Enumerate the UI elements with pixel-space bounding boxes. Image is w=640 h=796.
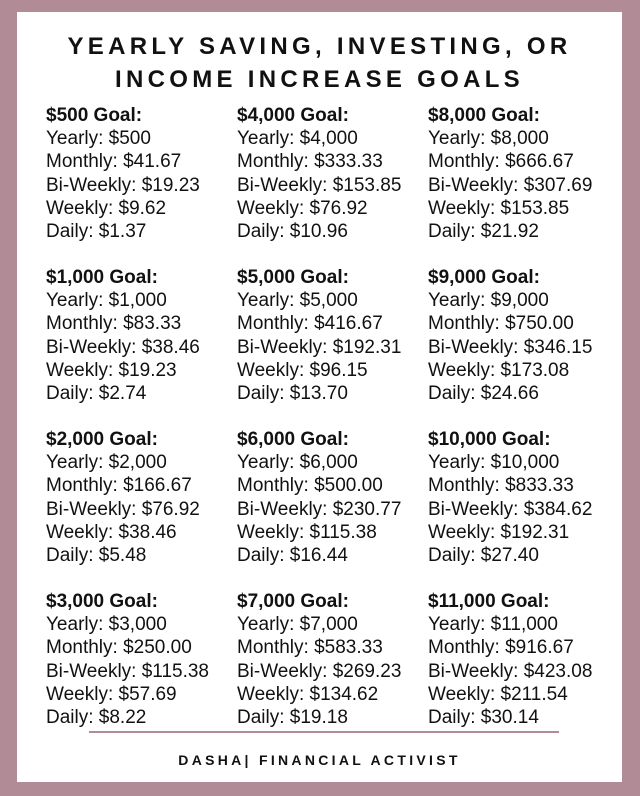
- goal-block: [428, 104, 618, 243]
- goal-monthly: Monthly: $83.33: [46, 313, 182, 335]
- goal-block: [428, 266, 618, 405]
- goal-weekly: Weekly: $153.85: [428, 197, 570, 219]
- goal-heading: $2,000 Goal:: [46, 429, 158, 450]
- goal-monthly: Monthly: $833.33: [428, 475, 574, 497]
- goal-daily: Daily: $10.96: [237, 221, 348, 243]
- goal-block: [46, 428, 236, 567]
- goal-biweekly: Bi-Weekly: $76.92: [46, 498, 200, 520]
- goal-heading: $7,000 Goal:: [237, 591, 349, 612]
- goal-heading: $10,000 Goal:: [428, 429, 551, 450]
- goal-weekly: Weekly: $96.15: [237, 359, 368, 381]
- goal-block: [428, 428, 618, 567]
- goal-heading: $9,000 Goal:: [428, 267, 540, 288]
- goal-daily: Daily: $1.37: [46, 221, 147, 243]
- goal-daily: Daily: $8.22: [46, 707, 147, 729]
- goal-daily: Daily: $13.70: [237, 383, 348, 405]
- page-title: [17, 30, 622, 96]
- goal-monthly: Monthly: $416.67: [237, 313, 383, 335]
- goal-weekly: Weekly: $38.46: [46, 521, 177, 543]
- goal-weekly: Weekly: $173.08: [428, 359, 570, 381]
- goal-yearly: Yearly: $3,000: [46, 614, 167, 635]
- goal-biweekly: Bi-Weekly: $346.15: [428, 336, 593, 358]
- goal-block: [46, 590, 236, 729]
- goal-biweekly: Bi-Weekly: $423.08: [428, 660, 593, 682]
- goal-heading: $4,000 Goal:: [237, 105, 349, 126]
- goal-yearly: Yearly: $1,000: [46, 290, 167, 311]
- goal-yearly: Yearly: $500: [46, 128, 151, 149]
- goal-monthly: Monthly: $333.33: [237, 151, 383, 173]
- goal-daily: Daily: $21.92: [428, 221, 539, 243]
- goal-block: [237, 266, 427, 405]
- goal-heading: $500 Goal:: [46, 105, 143, 126]
- infographic-card: [17, 12, 622, 782]
- title-line-1: YEARLY SAVING, INVESTING, OR: [67, 33, 572, 60]
- goal-monthly: Monthly: $250.00: [46, 637, 192, 659]
- goal-monthly: Monthly: $41.67: [46, 151, 182, 173]
- goal-biweekly: Bi-Weekly: $230.77: [237, 498, 402, 520]
- goal-heading: $5,000 Goal:: [237, 267, 349, 288]
- goals-grid: [17, 104, 622, 739]
- goal-block: [46, 104, 236, 243]
- title-line-2: INCOME INCREASE GOALS: [115, 66, 524, 93]
- footer-credit: DASHA| FINANCIAL ACTIVIST: [178, 752, 461, 768]
- goal-weekly: Weekly: $211.54: [428, 683, 568, 705]
- goal-yearly: Yearly: $10,000: [428, 452, 560, 473]
- goal-heading: $1,000 Goal:: [46, 267, 158, 288]
- goal-biweekly: Bi-Weekly: $307.69: [428, 174, 593, 196]
- goal-biweekly: Bi-Weekly: $384.62: [428, 498, 593, 520]
- goal-daily: Daily: $27.40: [428, 545, 539, 567]
- goal-monthly: Monthly: $583.33: [237, 637, 383, 659]
- goal-block: [237, 428, 427, 567]
- goal-daily: Daily: $16.44: [237, 545, 348, 567]
- goal-yearly: Yearly: $4,000: [237, 128, 358, 149]
- goal-heading: $6,000 Goal:: [237, 429, 349, 450]
- goal-daily: Daily: $5.48: [46, 545, 147, 567]
- goal-yearly: Yearly: $2,000: [46, 452, 167, 473]
- goal-biweekly: Bi-Weekly: $153.85: [237, 174, 402, 196]
- goal-yearly: Yearly: $11,000: [428, 614, 558, 635]
- goal-weekly: Weekly: $115.38: [237, 521, 377, 543]
- goal-weekly: Weekly: $76.92: [237, 197, 368, 219]
- goal-block: [46, 266, 236, 405]
- goal-weekly: Weekly: $57.69: [46, 683, 177, 705]
- goal-biweekly: Bi-Weekly: $38.46: [46, 336, 200, 358]
- goal-heading: $11,000 Goal:: [428, 591, 550, 612]
- goal-weekly: Weekly: $9.62: [46, 197, 167, 219]
- goal-monthly: Monthly: $916.67: [428, 637, 574, 659]
- goal-biweekly: Bi-Weekly: $269.23: [237, 660, 402, 682]
- goal-weekly: Weekly: $134.62: [237, 683, 379, 705]
- goal-biweekly: Bi-Weekly: $192.31: [237, 336, 402, 358]
- goal-block: [237, 104, 427, 243]
- goal-weekly: Weekly: $19.23: [46, 359, 177, 381]
- goal-weekly: Weekly: $192.31: [428, 521, 570, 543]
- goal-biweekly: Bi-Weekly: $115.38: [46, 660, 209, 682]
- goal-yearly: Yearly: $6,000: [237, 452, 358, 473]
- goal-block: [237, 590, 427, 729]
- goal-daily: Daily: $30.14: [428, 707, 539, 729]
- goal-yearly: Yearly: $8,000: [428, 128, 549, 149]
- goal-yearly: Yearly: $7,000: [237, 614, 358, 635]
- goal-monthly: Monthly: $166.67: [46, 475, 192, 497]
- goal-block: [428, 590, 618, 729]
- goal-daily: Daily: $19.18: [237, 707, 348, 729]
- goal-biweekly: Bi-Weekly: $19.23: [46, 174, 200, 196]
- goal-heading: $8,000 Goal:: [428, 105, 540, 126]
- goal-yearly: Yearly: $9,000: [428, 290, 549, 311]
- goal-daily: Daily: $24.66: [428, 383, 539, 405]
- goal-yearly: Yearly: $5,000: [237, 290, 358, 311]
- goal-heading: $3,000 Goal:: [46, 591, 158, 612]
- goal-daily: Daily: $2.74: [46, 383, 147, 405]
- goal-monthly: Monthly: $750.00: [428, 313, 574, 335]
- divider-line: [89, 731, 559, 733]
- goal-monthly: Monthly: $666.67: [428, 151, 574, 173]
- goal-monthly: Monthly: $500.00: [237, 475, 383, 497]
